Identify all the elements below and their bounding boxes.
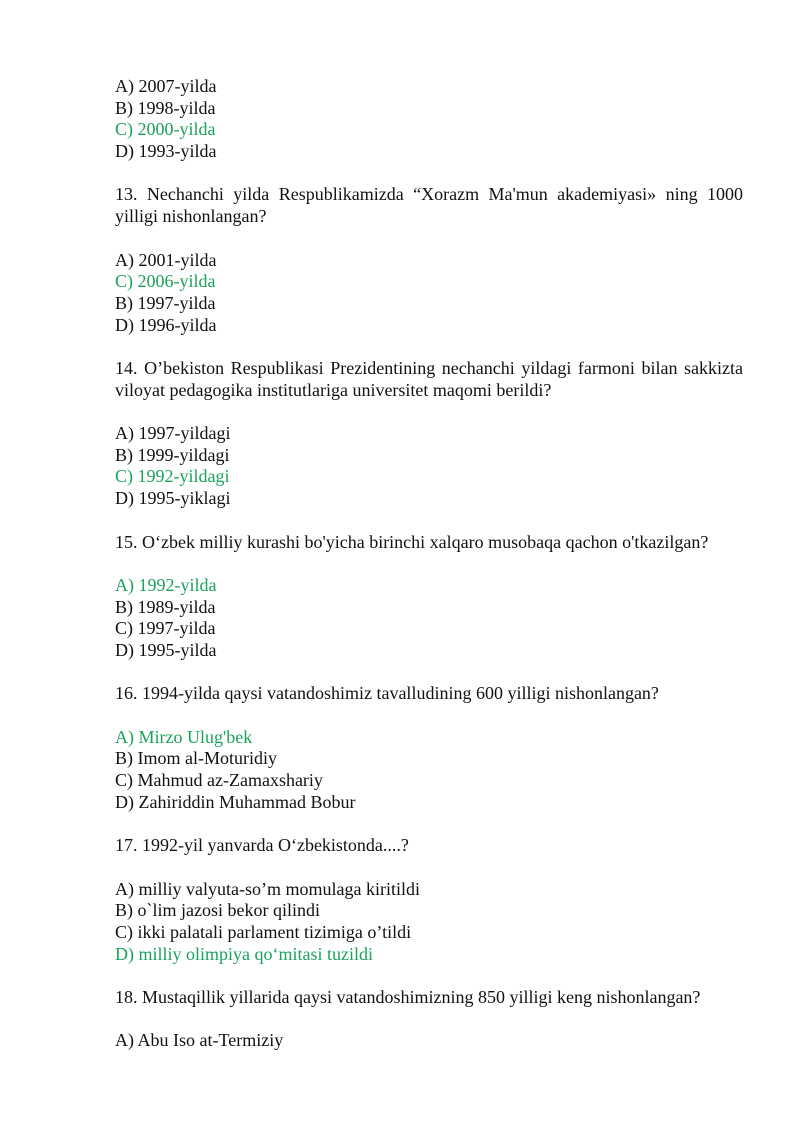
answer-option: B) Imom al-Moturidiy xyxy=(115,748,277,769)
answer-option-correct: A) Mirzo Ulug'bek xyxy=(115,726,253,747)
question-15-options xyxy=(115,575,743,662)
answer-option-correct: C) 1992-yildagi xyxy=(115,466,230,487)
answer-option-correct: C) 2006-yilda xyxy=(115,271,216,292)
answer-option: C) Mahmud az-Zamaxshariy xyxy=(115,770,323,791)
answer-option: D) 1995-yilda xyxy=(115,639,217,660)
answer-option: B) 1997-yilda xyxy=(115,292,216,313)
answer-option: A) 2007-yilda xyxy=(115,76,217,96)
answer-option: B) 1989-yilda xyxy=(115,596,216,617)
answer-option: A) 2001-yilda xyxy=(115,249,217,270)
question-17-text: 17. 1992-yil yanvarda O‘zbekistonda....? xyxy=(115,835,409,856)
answer-option-correct: C) 2000-yilda xyxy=(115,119,216,140)
answer-option: A) 1997-yildagi xyxy=(115,423,231,444)
question-18-text: 18. Mustaqillik yillarida qaysi vatandoshimizning 850 yilligi keng nishonlangan? xyxy=(115,986,701,1007)
answer-option-correct: D) milliy olimpiya qo‘mitasi tuzildi xyxy=(115,943,373,964)
question-15-text: 15. O‘zbek milliy kurashi bo'yicha birinchi xalqaro musobaqa qachon o'tkazilgan? xyxy=(115,531,709,552)
question-13-options xyxy=(115,250,743,337)
answer-option: D) 1996-yilda xyxy=(115,314,217,335)
question-17-options xyxy=(115,879,743,966)
question-16-options xyxy=(115,727,743,814)
answer-option: B) 1998-yilda xyxy=(115,97,216,118)
answer-option: B) o`lim jazosi bekor qilindi xyxy=(115,900,320,921)
answer-option: C) ikki palatali parlament tizimiga o’tildi xyxy=(115,921,412,942)
question-14-options xyxy=(115,423,743,510)
answer-option: D) 1995-yiklagi xyxy=(115,488,231,509)
answer-option: A) milliy valyuta-so’m momulaga kiritildi xyxy=(115,878,420,899)
question-18-options xyxy=(115,1030,743,1052)
question-12-options xyxy=(115,76,743,163)
question-14-text: 14. O’bekiston Respublikasi Prezidentining nechanchi yildagi farmoni bilan sakkizta viloyat pedagogika institutlariga universitet maqomi berildi? xyxy=(115,357,743,400)
answer-option: C) 1997-yilda xyxy=(115,618,216,639)
answer-option: A) Abu Iso at-Termiziy xyxy=(115,1030,284,1051)
answer-option: B) 1999-yildagi xyxy=(115,444,230,465)
question-16-text: 16. 1994-yilda qaysi vatandoshimiz tavalludining 600 yilligi nishonlangan? xyxy=(115,683,659,704)
answer-option-correct: A) 1992-yilda xyxy=(115,574,217,595)
document-page xyxy=(115,76,743,1052)
answer-option: D) 1993-yilda xyxy=(115,141,217,162)
answer-option: D) Zahiriddin Muhammad Bobur xyxy=(115,791,356,812)
question-13-text: 13. Nechanchi yilda Respublikamizda “Xorazm Ma'mun akademiyasi» ning 1000 yilligi nishonlangan? xyxy=(115,184,743,227)
